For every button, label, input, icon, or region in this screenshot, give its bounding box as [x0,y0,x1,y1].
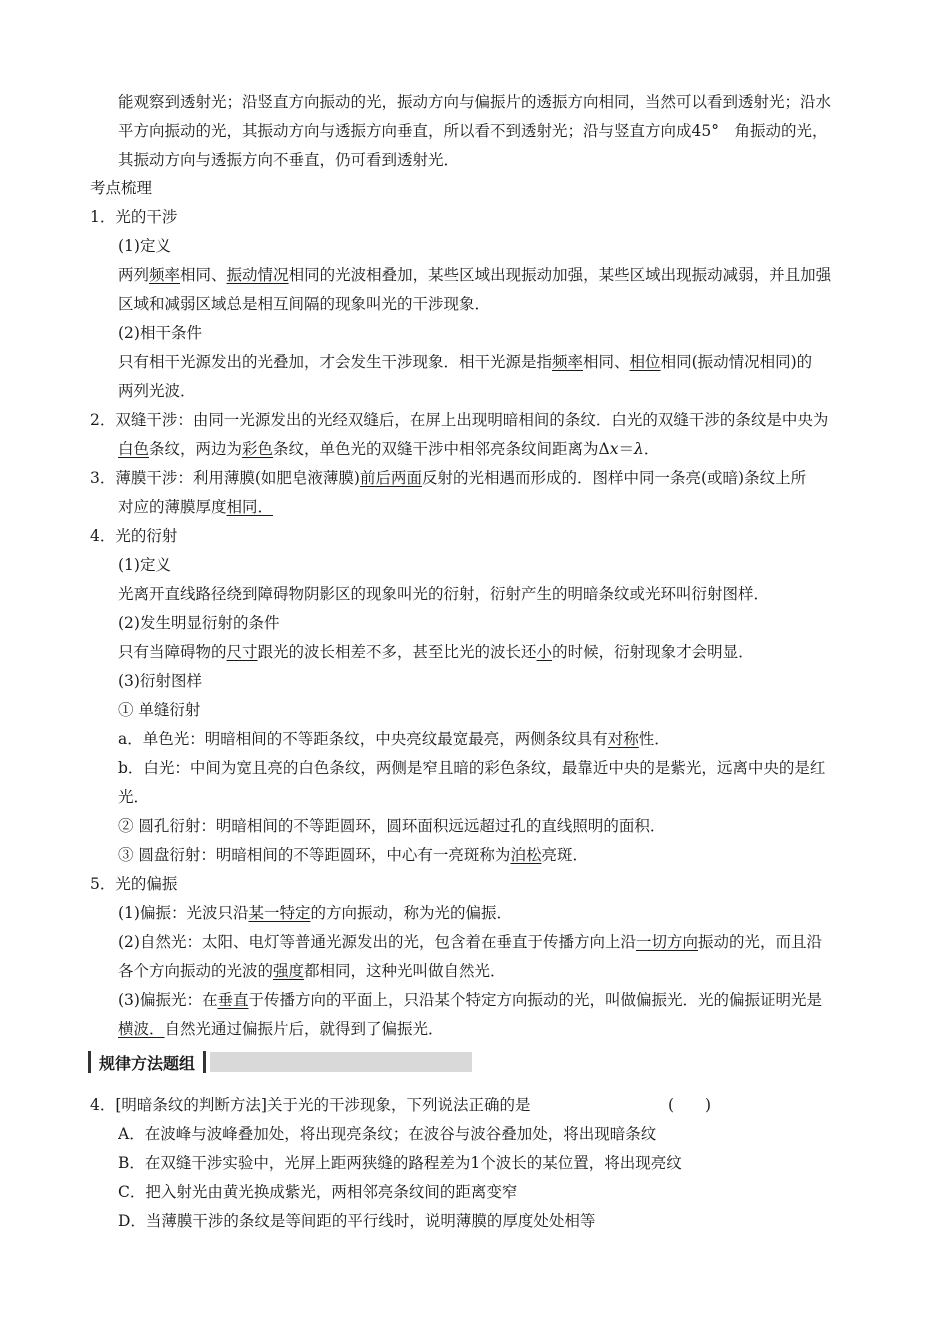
text: 相同(振动情况相同)的 [660,353,813,371]
s1-def-line2: 区域和减弱区域总是相互间隔的现象叫光的干涉现象． [118,295,491,313]
answer-paren: ( ) [668,1096,712,1114]
blank-specific: 某一特定 [248,904,311,922]
kaodian-heading: 考点梳理 [90,179,153,197]
s1-cond-label: (2)相干条件 [118,324,202,342]
text: 亮斑． [541,846,588,864]
text: 相同的光波相叠加，某些区域出现振动加强，某些区域出现振动减弱，并且加强 [288,266,832,284]
section-header-bar [88,1049,472,1075]
text: 跟光的波长相差不多，甚至比光的波长还 [257,643,537,661]
intro-line-1: 能观察到透射光；沿竖直方向振动的光，振动方向与偏振片的透振方向相同，当然可以看到透射光；沿水 [118,93,832,111]
blank-size: 尺寸 [226,643,258,661]
s4-cond-line [118,642,754,662]
intro-line-3: 其振动方向与透振方向不垂直，仍可看到透射光． [118,151,460,169]
blank-poisson: 泊松 [510,846,542,864]
s5-p2-line1 [118,932,822,952]
blank-small: 小 [536,643,553,661]
s3-line2 [118,497,273,517]
bar-right-edge [203,1051,206,1073]
text: (3)偏振光：在 [118,991,218,1009]
text: ③ 圆盘衍射：明暗相间的不等距圆环，中心有一亮斑称为 [118,846,511,864]
text: 自然光通过偏振片后，就得到了偏振光． [164,1020,444,1038]
text: 条纹，单色光的双缝干涉中相邻亮条纹间距离为Δ [273,440,610,458]
s4-hole-line: ② 圆孔衍射：明暗相间的不等距圆环，圆环面积远远超过孔的直线照明的面积． [118,817,666,835]
s4-def-text: 光离开直线路径绕到障碍物阴影区的现象叫光的衍射，衍射产生的明暗条纹或光环叫衍射图样． [118,585,770,603]
text: 振动的光，而且沿 [697,933,822,951]
question-stem: 4．[明暗条纹的判断方法]关于光的干涉现象，下列说法正确的是 [90,1096,531,1114]
s5-p1 [118,903,512,923]
text: 两列 [118,266,150,284]
s5-p3-line2 [118,1019,444,1039]
s4-cond-label: (2)发生明显衍射的条件 [118,614,280,632]
text: 3．薄膜干涉：利用薄膜(如肥皂液薄膜) [90,469,360,487]
text: (1)偏振：光波只沿 [118,904,249,922]
text: (2)自然光：太阳、电灯等普通光源发出的光，包含着在垂直于传播方向上沿 [118,933,636,951]
intro-line-2: 平方向振动的光，其振动方向与透振方向垂直，所以看不到透射光；沿与竖直方向成45° 角振动的光， [118,122,828,140]
bar-fill [210,1052,472,1072]
option-b: B．在双缝干涉实验中，光屏上距两狭缝的路程差为1个波长的某位置，将出现亮纹 [118,1154,682,1172]
text: 只有当障碍物的 [118,643,227,661]
text: a．单色光：明暗相间的不等距条纹，中央亮纹最宽最亮，两侧条纹具有 [118,730,608,748]
text: 各个方向振动的光波的 [118,962,274,980]
text: 只有相干光源发出的光叠加，才会发生干涉现象．相干光源是指 [118,353,553,371]
text: 都相同，这种光叫做自然光． [304,962,506,980]
blank-intensity: 强度 [273,962,305,980]
s4-mono-line [118,729,670,749]
text: 对应的薄膜厚度 [118,498,227,516]
blank-transverse: 横波． [118,1020,165,1038]
text: ． [643,440,660,458]
s4-pattern-label: (3)衍射图样 [118,672,202,690]
s2-line1: 2．双缝干涉：由同一光源发出的光经双缝后，在屏上出现明暗相间的条纹．白光的双缝干涉的条纹是中央为 [90,411,829,429]
blank-perpendicular: 垂直 [217,991,249,1009]
s3-line1 [90,468,806,488]
s1-cond-line1 [118,352,812,372]
text: 的方向振动，称为光的偏振． [310,904,512,922]
blank-frequency: 频率 [552,353,584,371]
blank-same: 相同． [226,498,274,516]
s4-white-line2: 光． [118,788,150,806]
s4-def-label: (1)定义 [118,556,171,574]
blank-two-sides: 前后两面 [359,469,422,487]
blank-color: 彩色 [242,440,274,458]
blank-symmetry: 对称 [607,730,639,748]
s5-p2-line2 [118,961,506,981]
section-title: 规律方法题组 [99,1053,196,1073]
text: 于传播方向的平面上，只沿某个特定方向振动的光，叫做偏振光．光的偏振证明光是 [248,991,822,1009]
s1-def-label: (1)定义 [118,237,171,255]
s5-p3-line1 [118,990,822,1010]
s2-line2 [118,439,659,459]
var-x: x [609,440,619,458]
text: 相同、 [180,266,227,284]
blank-vibration: 振动情况 [226,266,289,284]
s4-single-slit: ① 单缝衍射 [118,701,201,719]
s5-title: 5．光的偏振 [90,875,178,893]
s4-disc-line [118,845,588,865]
s1-def-line1 [118,265,831,285]
option-a: A．在波峰与波峰叠加处，将出现亮条纹；在波谷与波谷叠加处，将出现暗条纹 [118,1125,657,1143]
blank-frequency: 频率 [149,266,181,284]
option-c: C．把入射光由黄光换成紫光，两相邻亮条纹间的距离变窄 [118,1183,518,1201]
option-d: D．当薄膜干涉的条纹是等间距的平行线时，说明薄膜的厚度处处相等 [118,1212,596,1230]
s4-title: 4．光的衍射 [90,527,178,545]
text: 反射的光相遇而形成的．图样中同一条亮(或暗)条纹上所 [421,469,807,487]
var-lambda: λ [634,440,644,458]
text: 条纹，两边为 [149,440,243,458]
text: 相同、 [583,353,630,371]
text: 的时候，衍射现象才会明显． [552,643,754,661]
blank-all-directions: 一切方向 [635,933,698,951]
s1-title: 1．光的干涉 [90,208,178,226]
text: 性． [638,730,670,748]
blank-phase: 相位 [629,353,661,371]
blank-white: 白色 [118,440,150,458]
text: ＝ [618,440,635,458]
s4-white-line1: b．白光：中间为宽且亮的白色条纹，两侧是窄且暗的彩色条纹，最靠近中央的是紫光，远离中央的是红 [118,759,826,777]
s1-cond-line2: 两列光波． [118,382,196,400]
